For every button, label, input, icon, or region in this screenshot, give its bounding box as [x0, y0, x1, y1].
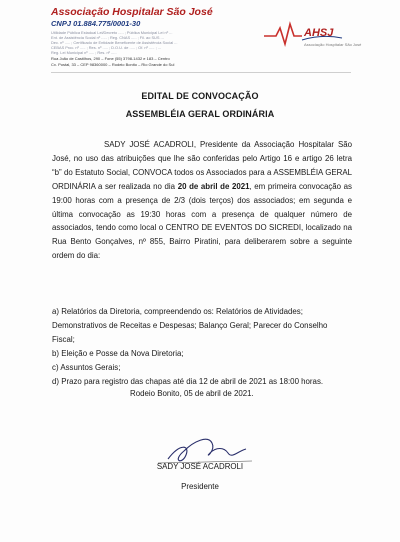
city-and-date: Rodeio Bonito, 05 de abril de 2021.: [130, 389, 254, 398]
agenda-list: [52, 305, 352, 388]
address-line: Rua João de Castilhos, 290 – Fone (55) 3798-1432 e 183 – Centro: [51, 56, 170, 61]
logo-text: AHSJ: [304, 27, 334, 39]
paragraph-text: , em primeira convocação as 19:00 horas com a presença de 2/3 (dois terços) dos associados; em segunda e última convocação as 19:30 horas com a presença de qualquer número de associados, tendo como local o CENTRO DE EVENTOS DO SICREDI, localizado na Rua Bento Gonçalves, nº 855, Bairro Piratini, para deliberarem sobre a seguinte ordem do dia:: [52, 181, 352, 261]
agenda-item: d) Prazo para registro das chapas até dia 12 de abril de 2021 as 18:00 horas.: [52, 376, 324, 386]
document-subtitle: ASSEMBLÉIA GERAL ORDINÁRIA: [125, 109, 275, 119]
agenda-item: c) Assuntos Gerais;: [52, 362, 121, 372]
letterhead: [0, 0, 400, 78]
organization-name: Associação Hospitalar São José: [51, 6, 213, 18]
convocation-paragraph: [52, 138, 352, 263]
registration-line: Dec. nº ..... ; Certificado de Entidade Beneficente de Assistência Social ...: [51, 40, 178, 45]
header-divider: [51, 72, 351, 73]
registration-line: CEBAS Proc. nº ..... ; Res. nº ..... ; D.O.U. de ..... ; Of. nº ..... ; ...: [51, 45, 161, 50]
logo-subtext: Associação Hospitalar São José: [304, 42, 362, 47]
registration-line: Ent. de Assistência Social nº ..... ; Reg. CNAS ..... ; Fil. ao SUS ...: [51, 35, 164, 40]
agenda-item: b) Eleição e Posse da Nova Diretoria;: [52, 348, 184, 358]
paragraph-text: SADY JOSÉ ACADROLI, Presidente da Associação Hospitalar São José, no uso das atribuições que lhe são conferidas pelo Artigo 16 e artigo 26 letra “b” do Estatuto Social, CONVOCA todos os Associados para a ASSEMBLÉIA GERAL ORDINÁRIA a ser realizada no dia: [52, 140, 352, 191]
cnpj-number: CNPJ 01.884.775/0001-30: [51, 19, 141, 28]
registration-line: Reg. Lei Municipal nº ..... ; Res. nº .....: [51, 50, 117, 55]
signatory-role: Presidente: [181, 482, 219, 491]
registration-line: Utilidade Pública Estadual Lei/Decreto ..... ; Pública Municipal Lei nº ...: [51, 30, 173, 35]
meeting-date: 20 de abril de 2021: [177, 181, 250, 191]
agenda-item: a) Relatórios da Diretoria, compreendendo os: Relatórios de Atividades; Demonstrativos de Receitas e Despesas; Balanço Geral; Parecer do Conselho Fiscal;: [52, 307, 328, 344]
document-title: EDITAL DE CONVOCAÇÃO: [141, 91, 259, 101]
ahsj-logo-icon: [262, 14, 362, 54]
address-line: Cx. Postal, 33 – CEP 98360000 – Rodeio Bonito – Rio Grande do Sul: [51, 62, 175, 67]
signatory-name: SADY JOSÉ ACADROLI: [156, 462, 244, 471]
